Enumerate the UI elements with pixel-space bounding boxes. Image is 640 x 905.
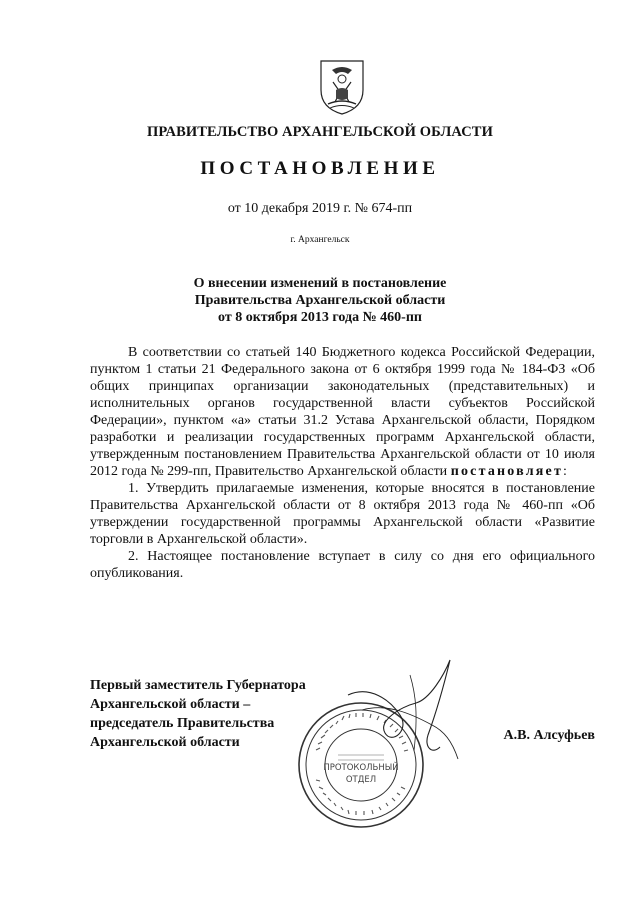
document-city: г. Архангельск: [290, 235, 350, 245]
document-body: [90, 344, 595, 582]
seal-text: ПРОТОКОЛЬНЫЙ: [323, 763, 399, 773]
government-name: ПРАВИТЕЛЬСТВО АРХАНГЕЛЬСКОЙ ОБЛАСТИ: [147, 124, 493, 140]
handwritten-signature: [340, 655, 470, 765]
coat-of-arms-icon: [318, 58, 366, 116]
position-line: председатель Правительства: [90, 716, 275, 731]
title-line: О внесении изменений в постановление: [193, 276, 447, 291]
title-line: от 8 октября 2013 года № 460-пп: [218, 310, 422, 325]
signatory-name: А.В. Алсуфьев: [503, 728, 595, 743]
preamble-text: В соответствии со статьей 140 Бюджетного кодекса Российской Федерации, пунктом 1 статьи 21 Федерального закона от 6 октября 1999 года № 184-ФЗ «Об общих принципах организации законодательных (представительных) и исполнительных органов государственной власти субъектов Российской Федерации», пунктом «а» статьи 31.2 Устава Архангельской области, Порядком разработки и реализации государственных программ Архангельской области, утвержденным постановлением Правительства Архангельской области от 10 июля 2012 года № 299-пп, Правительство Архангельской области: [90, 345, 595, 479]
document-type: ПОСТАНОВЛЕНИЕ: [200, 158, 440, 179]
item-paragraph: 1. Утвердить прилагаемые изменения, которые вносятся в постановление Правительства Архангельской области от 8 октября 2013 года № 460-пп «Об утверждении государственной программы Архангельской области «Развитие торговли в Архангельской области».: [90, 481, 595, 547]
position-line: Архангельской области: [90, 735, 240, 750]
seal-text: ОТДЕЛ: [345, 775, 377, 785]
resolves-colon: :: [563, 464, 567, 479]
signatory-position: [90, 676, 306, 752]
item-paragraph: 2. Настоящее постановление вступает в силу со дня его официального опубликования.: [90, 549, 595, 581]
resolves-word: постановляет: [450, 464, 564, 479]
position-line: Архангельской области –: [90, 697, 251, 712]
document-title: [0, 275, 640, 326]
title-line: Правительства Архангельской области: [194, 293, 446, 308]
preamble-paragraph: [90, 344, 595, 480]
position-line: Первый заместитель Губернатора: [90, 678, 306, 693]
document-date-number: от 10 декабря 2019 г. № 674-пп: [227, 201, 413, 216]
